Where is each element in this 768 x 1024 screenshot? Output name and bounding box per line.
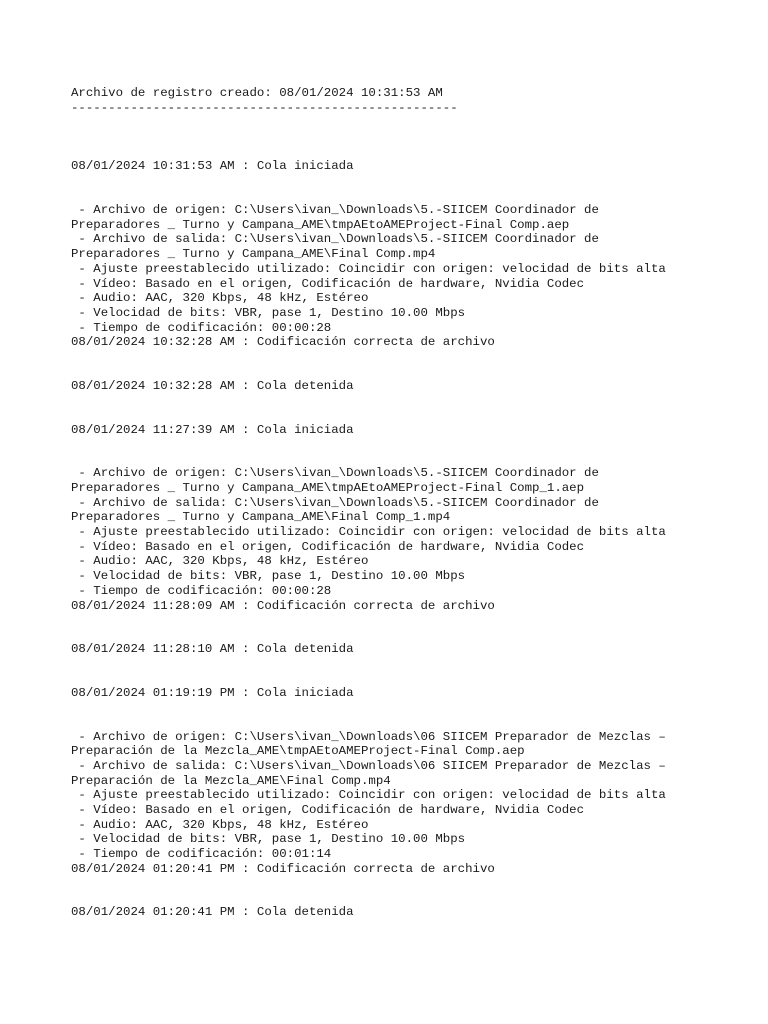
queue-start-line: 08/01/2024 11:27:39 AM : Cola iniciada: [71, 422, 354, 437]
detail-line: - Archivo de salida: C:\Users\ivan_\Downloads\5.-SIICEM Coordinador de: [71, 495, 599, 510]
detail-line: Preparación de la Mezcla_AME\tmpAEtoAMEProject-Final Comp.aep: [71, 744, 525, 759]
detail-line: - Velocidad de bits: VBR, pase 1, Destino 10.00 Mbps: [71, 305, 466, 320]
detail-line: - Vídeo: Basado en el origen, Codificación de hardware, Nvidia Codec: [71, 803, 585, 817]
spacer: [71, 701, 711, 730]
queue-stop-line: 08/01/2024 10:32:28 AM : Cola detenida: [71, 378, 354, 393]
detail-line: - Tiempo de codificación: 00:00:28: [71, 583, 332, 598]
encoding-details: [71, 730, 711, 862]
detail-line: - Ajuste preestablecido utilizado: Coincidir con origen: velocidad de bits alta: [71, 788, 666, 803]
detail-line: - Ajuste preestablecido utilizado: Coincidir con origen: velocidad de bits alta: [71, 261, 666, 276]
log-created-line: Archivo de registro creado: 08/01/2024 10:31:53 AM: [71, 86, 443, 100]
detail-line: - Tiempo de codificación: 00:00:28: [71, 320, 332, 335]
encoding-result-line: 08/01/2024 01:20:41 PM : Codificación correcta de archivo: [71, 861, 495, 876]
spacer: [71, 174, 711, 203]
detail-line: Preparadores _ Turno y Campana_AME\Final Comp_1.mp4: [71, 510, 451, 525]
detail-line: - Velocidad de bits: VBR, pase 1, Destino 10.00 Mbps: [71, 832, 466, 847]
detail-line: - Archivo de salida: C:\Users\ivan_\Downloads\5.-SIICEM Coordinador de: [71, 232, 599, 247]
detail-line: - Audio: AAC, 320 Kbps, 48 kHz, Estéreo: [71, 554, 369, 569]
queue-stop-line: 08/01/2024 11:28:10 AM : Cola detenida: [71, 642, 354, 657]
detail-line: - Vídeo: Basado en el origen, Codificación de hardware, Nvidia Codec: [71, 539, 585, 554]
detail-line: Preparadores _ Turno y Campana_AME\tmpAEtoAMEProject-Final Comp_1.aep: [71, 481, 585, 495]
log-separator: ----------------------------------------------------: [71, 100, 458, 115]
detail-line: - Tiempo de codificación: 00:01:14: [71, 847, 332, 862]
detail-line: Preparación de la Mezcla_AME\Final Comp.mp4: [71, 773, 391, 788]
spacer: [71, 613, 711, 642]
spacer: [71, 350, 711, 379]
spacer: [71, 437, 711, 466]
detail-line: - Ajuste preestablecido utilizado: Coincidir con origen: velocidad de bits alta: [71, 525, 666, 540]
queue-start-line: 08/01/2024 01:19:19 PM : Cola iniciada: [71, 685, 354, 700]
spacer: [71, 394, 711, 423]
queue-stop-line: 08/01/2024 01:20:41 PM : Cola detenida: [71, 905, 354, 920]
detail-line: - Archivo de origen: C:\Users\ivan_\Downloads\5.-SIICEM Coordinador de: [71, 466, 599, 481]
detail-line: - Velocidad de bits: VBR, pase 1, Destino 10.00 Mbps: [71, 569, 466, 584]
encoding-result-line: 08/01/2024 10:32:28 AM : Codificación correcta de archivo: [71, 335, 495, 350]
detail-line: - Vídeo: Basado en el origen, Codificación de hardware, Nvidia Codec: [71, 276, 585, 291]
spacer: [71, 115, 711, 159]
spacer: [71, 876, 711, 905]
encoding-details: [71, 203, 711, 335]
encoding-details: [71, 466, 711, 598]
detail-line: - Archivo de origen: C:\Users\ivan_\Downloads\5.-SIICEM Coordinador de: [71, 203, 599, 218]
queue-start-line: 08/01/2024 10:31:53 AM : Cola iniciada: [71, 159, 354, 174]
detail-line: Preparadores _ Turno y Campana_AME\tmpAEtoAMEProject-Final Comp.aep: [71, 217, 570, 232]
encoding-result-line: 08/01/2024 11:28:09 AM : Codificación correcta de archivo: [71, 598, 495, 613]
spacer: [71, 657, 711, 686]
log-document: [71, 86, 711, 920]
detail-line: Preparadores _ Turno y Campana_AME\Final Comp.mp4: [71, 247, 436, 262]
detail-line: - Archivo de origen: C:\Users\ivan_\Downloads\06 SIICEM Preparador de Mezclas –: [71, 729, 666, 744]
detail-line: - Archivo de salida: C:\Users\ivan_\Downloads\06 SIICEM Preparador de Mezclas –: [71, 758, 666, 773]
detail-line: - Audio: AAC, 320 Kbps, 48 kHz, Estéreo: [71, 291, 369, 306]
detail-line: - Audio: AAC, 320 Kbps, 48 kHz, Estéreo: [71, 817, 369, 832]
